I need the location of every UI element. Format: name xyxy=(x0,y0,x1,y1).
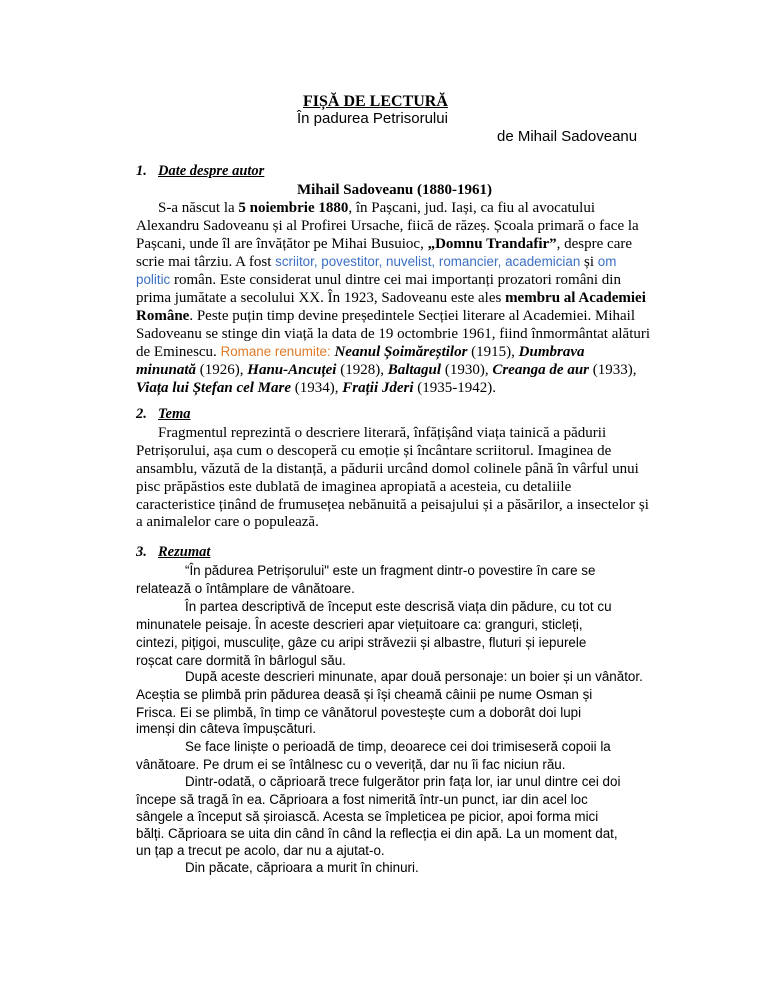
novels-label: Romane renumite: xyxy=(220,344,331,359)
text-line: caracteristice ținând de frumusețea nebănuită a peisajului și a păsărilor, a insectelor și xyxy=(136,497,649,513)
section-label: Date despre autor xyxy=(158,163,265,179)
text-run: român. Este considerat unul dintre cei mai importanți prozatori români din xyxy=(170,272,621,288)
text-line: un țap a trecut pe acolo, dar nu a ajutat-o. xyxy=(136,843,385,858)
novel-title: Neanul Șoimăreștilor xyxy=(334,344,468,360)
academy-membership: Române xyxy=(136,308,190,324)
text-line xyxy=(136,361,637,379)
section-heading-1 xyxy=(136,163,264,180)
text-run: (1926), xyxy=(196,362,248,378)
politician-link[interactable]: politic xyxy=(136,272,171,287)
text-line: cintezi, pițigoi, musculițe, gâze cu aripi străvezii și albastre, fluturi și iepurele xyxy=(136,635,587,650)
text-line: vânătoare. Pe drum ei se întâlnesc cu o veveriță, dar nu îi fac niciun rău. xyxy=(136,757,566,772)
birth-date: 5 noiembrie 1880 xyxy=(238,200,349,216)
novel-title: Hanu-Ancuței xyxy=(247,362,337,378)
page-title: FIȘĂ DE LECTURĂ xyxy=(303,93,448,110)
text-run: prima jumătate a secolului XX. În 1923, Sadoveanu este ales xyxy=(136,290,506,306)
text-line xyxy=(136,289,646,307)
text-line: imenși din câteva împușcături. xyxy=(136,721,317,736)
text-run: (1930), xyxy=(441,362,493,378)
text-line: Sadoveanu se stinge din viață la data de 19 octombrie 1961, fiind înmormântat alături xyxy=(136,326,651,342)
text-run: (1935-1942). xyxy=(413,380,497,396)
text-line xyxy=(136,253,616,271)
politician-link[interactable]: om xyxy=(597,254,617,269)
text-line: sângele a început să șiroiască. Acesta se împleticea pe picior, apoi forma mici xyxy=(136,809,599,824)
professions-link[interactable]: scriitor, povestitor, nuvelist, romancier, academician xyxy=(275,254,581,269)
text-run: scrie mai târziu. A fost xyxy=(136,254,276,270)
text-run: . Peste puțin timp devine președintele Secției literare al Academiei. Mihail xyxy=(189,308,636,324)
text-run: , în Pașcani, jud. Iași, ca fiu al avocatului xyxy=(348,200,595,216)
text-line: Petrișorului, așa cum o descoperă cu emoție și încântare scriitorul. Imaginea de xyxy=(136,443,612,459)
section-label: Tema xyxy=(158,406,191,422)
text-run: S-a născut la xyxy=(158,200,239,216)
text-line: Alexandru Sadoveanu și al Profirei Ursache, fiică de răzeș. Școala primară o face la xyxy=(136,218,639,234)
novel-title: Creanga de aur xyxy=(492,362,590,378)
section-heading-2 xyxy=(136,406,191,423)
text-line: Se face liniște o perioadă de timp, deoarece cei doi trimiseseră copoii la xyxy=(185,739,611,754)
text-line: Dintr-odată, o căprioară trece fulgerător prin fața lor, iar unul dintre cei doi xyxy=(185,774,621,789)
text-line: pisc prăpăstios este dublată de imaginea apropiată a acesteia, cu detaliile xyxy=(136,479,572,495)
text-line: minunatele peisaje. În aceste descrieri apar viețuitoare ca: granguri, sticleți, xyxy=(136,617,583,632)
text-line: ansamblu, văzută de la distanță, a pădurii urcând domol colinele până în vârful unui xyxy=(136,461,639,477)
text-line xyxy=(136,379,496,397)
academy-membership: membru al Academiei xyxy=(505,290,646,306)
text-line xyxy=(136,343,585,361)
text-line xyxy=(136,271,621,289)
text-line: a animalelor care o populează. xyxy=(136,514,319,530)
section-number: 3. xyxy=(136,544,147,560)
text-line xyxy=(136,307,635,325)
text-run: Pașcani, unde îl are învățător pe Mihai Busuioc, xyxy=(136,236,428,252)
text-run: , despre care xyxy=(556,236,633,252)
author-byline: de Mihail Sadoveanu xyxy=(497,128,638,145)
text-run: (1928), xyxy=(336,362,388,378)
novel-title: Viața lui Ștefan cel Mare xyxy=(136,380,292,396)
section-label: Rezumat xyxy=(158,544,211,560)
section-heading-3 xyxy=(136,544,210,561)
text-line: Din păcate, căprioara a murit în chinuri. xyxy=(185,860,419,875)
section-number: 2. xyxy=(136,406,147,422)
work-title: „Domnu Trandafir” xyxy=(427,236,557,252)
text-line xyxy=(158,199,595,217)
text-run: (1933), xyxy=(589,362,637,378)
text-line: Fragmentul reprezintă o descriere literară, înfățișând viața tainică a pădurii xyxy=(158,425,607,441)
text-line: începe să tragă în ea. Căprioara a fost nimerită într-un punct, iar din acel loc xyxy=(136,792,588,807)
novel-title: Dumbrava xyxy=(518,344,585,360)
section-number: 1. xyxy=(136,163,147,179)
text-line xyxy=(136,235,632,253)
text-line: După aceste descrieri minunate, apar două personaje: un boier și un vânător. xyxy=(185,669,643,684)
text-line: Aceștia se plimbă prin pădurea deasă și își cheamă câinii pe nume Osman și xyxy=(136,687,593,702)
novel-title: Frații Jderi xyxy=(342,380,414,396)
page-subtitle: În padurea Petrisorului xyxy=(297,110,448,127)
text-run: și xyxy=(580,254,598,270)
text-run: (1934), xyxy=(291,380,343,396)
author-name-heading: Mihail Sadoveanu (1880-1961) xyxy=(297,182,493,198)
text-line: În partea descriptivă de început este descrisă viața din pădure, cu tot cu xyxy=(185,599,612,614)
text-line: bălți. Căprioara se uita din când în când la reflecția ei din apă. La un moment dat, xyxy=(136,826,618,841)
text-run: (1915), xyxy=(467,344,519,360)
text-line: roșcat care dormită în bârlogul său. xyxy=(136,653,346,668)
text-line: Frisca. Ei se plimbă, în timp ce vânătorul povestește cum a doborât doi lupi xyxy=(136,705,582,720)
novel-title: Baltagul xyxy=(387,362,442,378)
novel-title: minunată xyxy=(136,362,197,378)
text-line: relatează o întâmplare de vânătoare. xyxy=(136,581,355,596)
text-run: de Eminescu. xyxy=(136,344,221,360)
text-line: “În pădurea Petrișorului" este un fragment dintr-o povestire în care se xyxy=(185,563,596,578)
